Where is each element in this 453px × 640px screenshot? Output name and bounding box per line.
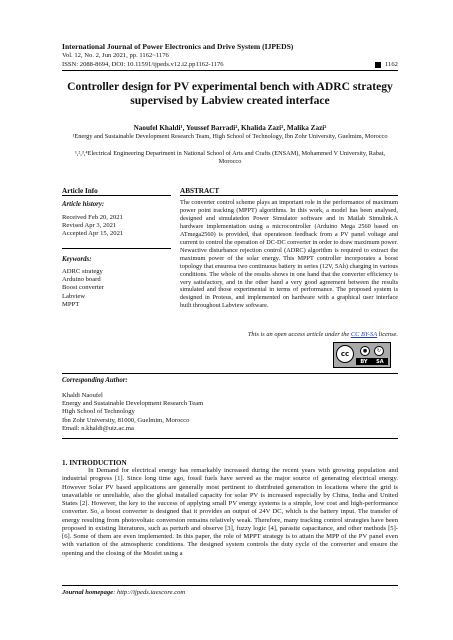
cc-by-sa-logo[interactable] [333, 342, 391, 368]
share-alike-icon: ↻ [374, 346, 384, 356]
affiliation-2: ¹,²,³,⁴Electrical Engineering Department in National School of Arts and Crafts (ENSAM), Mohammed V University, Rabat, Morocco [74, 150, 386, 165]
page-number-block [375, 61, 398, 68]
license-link[interactable]: CC BY-SA [350, 331, 378, 338]
article-history-list [62, 214, 123, 239]
open-access-prefix: This is an open access article under the [247, 331, 351, 338]
article-info-heading: Article Info [62, 187, 98, 195]
introduction-heading: 1. INTRODUCTION [62, 459, 127, 467]
author-university: Ibn Zohr University, 81000, Guelmim, Morocco [62, 416, 190, 424]
cc-sa-label: SA [376, 358, 384, 365]
keyword-item: ADRC strategy [62, 268, 103, 275]
author-list: Naoufel Khaldi¹, Youssef Barradi², Khalida Zazi², Malika Zazi² [133, 124, 327, 132]
author-name: Khaldi Naoufel [62, 392, 103, 399]
issn-doi: ISSN: 2088-8694, DOI: 10.11591/ijpeds.v12.i2.pp1162-1176 [62, 61, 224, 68]
history-rule [62, 248, 171, 249]
person-icon: ● [360, 346, 370, 356]
homepage-label: Journal homepage [62, 589, 114, 596]
accepted-date: Accepted Apr 15, 2021 [62, 230, 124, 238]
cc-icon: cc [336, 345, 354, 363]
introduction-text: In Demand for electrical energy has remarkably increased during the recent years with growing population and industrial progress [1]. Since long time ago, fossil fuels have served as the major source of generating electrical energy. However Solar PV based applications are generally most pertinent to distributed generation in locations where the grid is unavailable or unreliable, also the global installed capacity for solar PV is increased especially by China, India and United States [2]. However, the key to the success of applying small PV energy systems is a simple, low cost and high-performance converter. So, a boost converter is designed that it provides an output of 24V DC, which is the battery input. The transfer of energy resulting from photovoltaic conversion remains relatively weak. Therefore, many tracking control strategies have been proposed in existing literatures, such as perturb and observe [3], fuzzy logic [4], parasite capacitance, and other methods [5]-[6]. Some of them are even implemented. In this paper, the role of MPPT strategy is to attain the MPP of the PV panel even with variation of the atmospheric conditions. The designed system controls the duty cycle of the converter and ensure the opening and the closing of the Mosfet using a [62, 467, 398, 557]
homepage-url[interactable]: : http://ijpeds.iaescore.com [113, 589, 186, 596]
keyword-item: Labview [62, 292, 86, 300]
journal-volume: Vol. 12, No. 2, Jun 2021, pp. 1162~1176 [62, 52, 169, 59]
keywords-list [62, 268, 104, 309]
abstract-heading: ABSTRACT [180, 187, 220, 195]
paper-title: Controller design for PV experimental bench with ADRC strategy supervised by Labview created interface [67, 80, 393, 107]
received-date: Received Feb 20, 2021 [62, 214, 123, 221]
page-marker-square [375, 62, 381, 68]
affiliation-1: ¹Energy and Sustainable Development Research Team, High School of Technology, Ibn Zohr University, Guelmim, Morocco [72, 133, 388, 140]
keywords-heading: Keywords: [62, 256, 92, 263]
article-info-rule [62, 195, 171, 196]
corresponding-heading: Corresponding Author: [62, 377, 128, 384]
article-history-heading: Article history: [62, 201, 105, 208]
cc-by-label: BY [360, 358, 368, 365]
keyword-item: MPPT [62, 300, 80, 308]
revised-date: Revised Apr 3, 2021 [62, 222, 117, 230]
keyword-item: Boost converter [62, 284, 104, 292]
page-number: 1162 [385, 61, 398, 68]
corresponding-top-rule [62, 373, 398, 374]
open-access-suffix: license. [377, 331, 398, 338]
journal-homepage [62, 589, 185, 596]
keyword-item: Arduino board [62, 276, 101, 284]
corresponding-bottom-rule [62, 438, 398, 439]
journal-name: International Journal of Power Electronics and Drive System (IJPEDS) [62, 42, 294, 51]
abstract-text: The converter control scheme plays an important role in the performance of maximum power point tracking (MPPT) algorithms. In this work, a model has been analysed, designed and simulatedon Power Simulator software and in Matlab Simulink.A hardware implementation using a microcontroller (Arduino Mega 2560 based on ATmega2560) is provided, that operateson feedback from a PV panel voltage and current to control the operation of DC-DC converter in order to draw maximum power. Newactive disturbance rejection control (ADRC) algorithm is required to extract the maximum power of the solar energy. This MPPT controller incorporates a boost topology that ensuresa two continuous battery in series (12V, 5Ah) charging in various conditions. The whole of the results shows in one hand that the converter efficiency is very satisfactory, and in the other hand a very good agreement between the results simulated and those experimental in terms of performance. The proposed system is designed in Proteus, and implemented on hardware with a graphical user interface built throughout Labview software. [180, 199, 398, 310]
open-access-notice [180, 331, 398, 338]
footer-rule [62, 585, 398, 586]
cc-label-bar [356, 358, 388, 365]
corresponding-details [62, 392, 203, 433]
author-team: Energy and Sustainable Development Research Team [62, 400, 204, 408]
author-school: High School of Technology [62, 408, 135, 416]
author-email: Email: n.khaldi@uiz.ac.ma [62, 424, 134, 432]
header-rule [62, 70, 398, 71]
abstract-rule [180, 195, 398, 196]
